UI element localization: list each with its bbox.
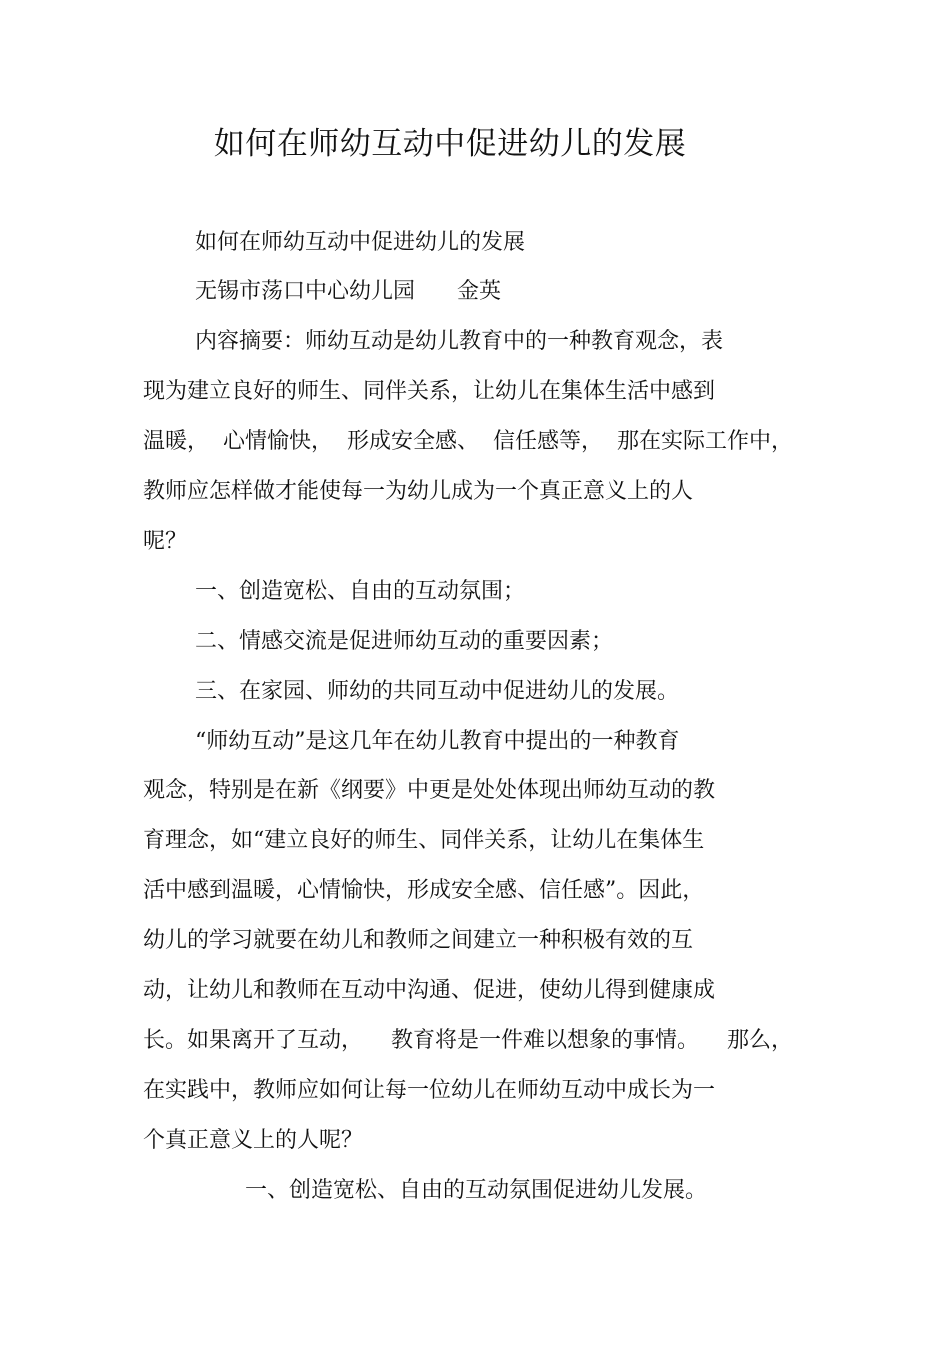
author-line: 无锡市荡口中心幼儿园 金英 xyxy=(195,279,501,304)
abstract-line-4: 教师应怎样做才能使每一为幼儿成为一个真正意义上的人 xyxy=(143,479,694,504)
abstract-line-1: 内容摘要：师幼互动是幼儿教育中的一种教育观念，表 xyxy=(195,329,724,354)
body-line-4: 活中感到温暖，心情愉快，形成安全感、信任感”。因此， xyxy=(143,878,705,903)
body-line-1: “师幼互动”是这几年在幼儿教育中提出的一种教育 xyxy=(195,729,680,754)
body-line-8: 在实践中，教师应如何让每一位幼儿在师幼互动中成长为一 xyxy=(143,1078,716,1103)
body-line-6: 动，让幼儿和教师在互动中沟通、促进，使幼儿得到健康成 xyxy=(143,978,716,1003)
body-line-7: 长。如果离开了互动， 教育将是一件难以想象的事情。 那么， xyxy=(143,1028,793,1053)
body-line-9: 个真正意义上的人呢？ xyxy=(143,1128,364,1153)
subtitle-line: 如何在师幼互动中促进幼儿的发展 xyxy=(195,230,526,255)
section-heading-1: 一、创造宽松、自由的互动氛围促进幼儿发展。 xyxy=(245,1178,708,1203)
outline-item-2: 二、情感交流是促进师幼互动的重要因素； xyxy=(195,629,614,654)
body-line-2: 观念，特别是在新《纲要》中更是处处体现出师幼互动的教 xyxy=(143,778,716,803)
outline-item-1: 一、创造宽松、自由的互动氛围； xyxy=(195,579,526,604)
document-title: 如何在师幼互动中促进幼儿的发展 xyxy=(213,126,687,162)
outline-item-3: 三、在家园、师幼的共同互动中促进幼儿的发展。 xyxy=(195,679,680,704)
abstract-line-5: 呢？ xyxy=(143,529,188,554)
abstract-line-3: 温暖， 心情愉快， 形成安全感、 信任感等， 那在实际工作中， xyxy=(143,429,793,454)
body-line-3: 育理念，如“建立良好的师生、同伴关系，让幼儿在集体生 xyxy=(143,828,705,853)
body-line-5: 幼儿的学习就要在幼儿和教师之间建立一种积极有效的互 xyxy=(143,928,694,953)
abstract-line-2: 现为建立良好的师生、同伴关系，让幼儿在集体生活中感到 xyxy=(143,379,716,404)
